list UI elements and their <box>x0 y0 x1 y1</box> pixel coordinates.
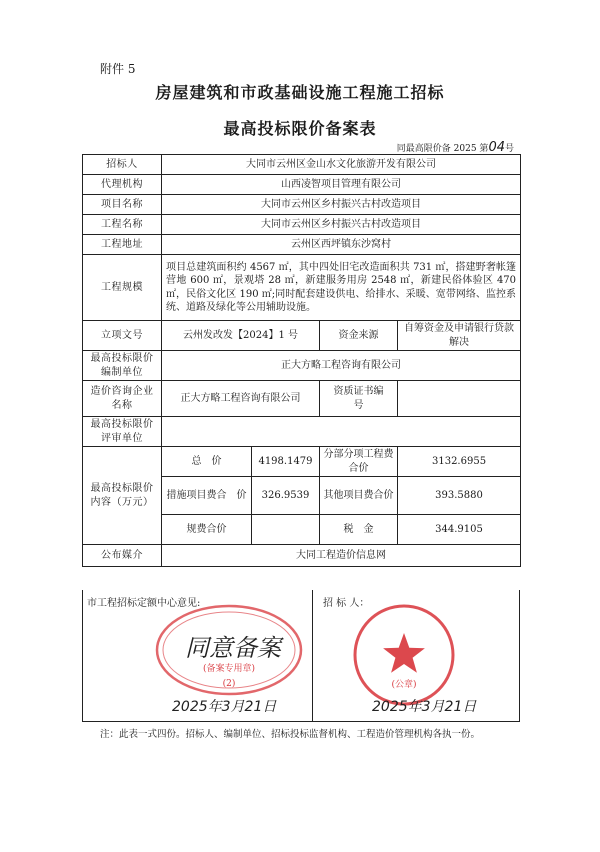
company-seal <box>352 603 456 707</box>
works-scale-value: 项目总建筑面积约 4567 ㎡，其中四处旧宅改造面积共 731 ㎡，搭建野奢帐篷营地 600 ㎡，景观塔 28 ㎡，新建服务用房 2548 ㎡，新建民俗体验区 470 ㎡，民俗文化区 190 ㎡;同时配套建设供电、给排水、采暖、宽带网络、监控系统、道路及绿化等公用辅助设施。 <box>162 255 521 321</box>
subitem-price-value: 3132.6955 <box>398 447 521 477</box>
tax-value: 344.9105 <box>398 515 521 545</box>
row-project-name <box>83 195 521 215</box>
row-reviewer <box>83 417 521 447</box>
star-icon <box>383 633 425 673</box>
agency-label: 代理机构 <box>83 175 162 195</box>
compiler-label: 最高投标限价编制单位 <box>83 351 162 381</box>
compiler-value: 正大方略工程咨询有限公司 <box>162 351 521 381</box>
reviewer-label: 最高投标限价评审单位 <box>83 417 162 447</box>
subitem-price-label: 分部分项工程费合价 <box>320 447 398 477</box>
total-price-value: 4198.1479 <box>252 447 320 477</box>
date-left: 2025年3月21日 <box>172 699 277 715</box>
fund-source-value: 自筹资金及申请银行贷款解决 <box>398 321 521 351</box>
cert-no-value <box>398 381 521 417</box>
company-seal-text: (公章) <box>391 680 417 690</box>
works-name-value: 大同市云州区乡村振兴古村改造项目 <box>162 215 521 235</box>
doc-number-handwritten: 04 <box>488 140 505 155</box>
works-name-label: 工程名称 <box>83 215 162 235</box>
consult-label: 造价咨询企业名称 <box>83 381 162 417</box>
filing-seal-number: (2) <box>222 679 236 689</box>
agency-value: 山西凌智项目管理有限公司 <box>162 175 521 195</box>
media-value: 大同工程造价信息网 <box>162 545 521 567</box>
doc-number-prefix: 同最高限价备 2025 第 <box>396 144 489 154</box>
date-right: 2025年3月21日 <box>372 699 477 715</box>
opinion-label: 市工程招标定额中心意见: <box>87 598 201 609</box>
row-works-name <box>83 215 521 235</box>
fund-source-label: 资金来源 <box>320 321 398 351</box>
doc-number-suffix: 号 <box>504 144 514 154</box>
project-name-value: 大同市云州区乡村振兴古村改造项目 <box>162 195 521 215</box>
works-address-value: 云州区西坪镇东沙窝村 <box>162 235 521 255</box>
filing-seal-text: (备案专用章) <box>202 664 256 674</box>
row-works-address <box>83 235 521 255</box>
title-line2: 最高投标限价备案表 <box>223 119 377 138</box>
footnote: 注：此表一式四份。招标人、编制单位、招标投标监督机构、工程造价管理机构各执一份。 <box>100 729 481 740</box>
approval-value: 云州发改发【2024】1 号 <box>162 321 320 351</box>
row-approval <box>83 321 521 351</box>
other-price-label: 其他项目费合价 <box>320 477 398 515</box>
row-agency <box>83 175 521 195</box>
tenderer-sign-label: 招 标 人： <box>323 598 370 609</box>
fee-price-label: 规费合价 <box>162 515 252 545</box>
measure-price-value: 326.9539 <box>252 477 320 515</box>
works-address-label: 工程地址 <box>83 235 162 255</box>
title-line1: 房屋建筑和市政基础设施工程施工招标 <box>155 83 445 102</box>
row-works-scale <box>83 255 521 321</box>
signature-divider <box>312 590 313 721</box>
row-tenderer <box>83 155 521 175</box>
tenderer-label: 招标人 <box>83 155 162 175</box>
row-consult <box>83 381 521 417</box>
total-price-label: 总 价 <box>162 447 252 477</box>
cert-no-label: 资质证书编 号 <box>320 381 398 417</box>
consult-value: 正大方略工程咨询有限公司 <box>162 381 320 417</box>
fee-price-value <box>252 515 320 545</box>
row-compiler <box>83 351 521 381</box>
measure-price-label: 措施项目费合 价 <box>162 477 252 515</box>
annex-label: 附件 5 <box>100 62 136 76</box>
opinion-handwritten: 同意备案 <box>185 634 281 662</box>
works-scale-label: 工程规模 <box>83 255 162 321</box>
approval-label: 立项文号 <box>83 321 162 351</box>
price-label: 最高投标限价内容（万元） <box>83 447 162 545</box>
reviewer-value <box>162 417 521 447</box>
project-name-label: 项目名称 <box>83 195 162 215</box>
other-price-value: 393.5880 <box>398 477 521 515</box>
row-price-1 <box>83 447 521 477</box>
tax-label: 税 金 <box>320 515 398 545</box>
tenderer-value: 大同市云州区金山水文化旅游开发有限公司 <box>162 155 521 175</box>
doc-number <box>397 140 514 155</box>
media-label: 公布媒介 <box>83 545 162 567</box>
row-media <box>83 545 521 567</box>
filing-table <box>82 154 521 567</box>
